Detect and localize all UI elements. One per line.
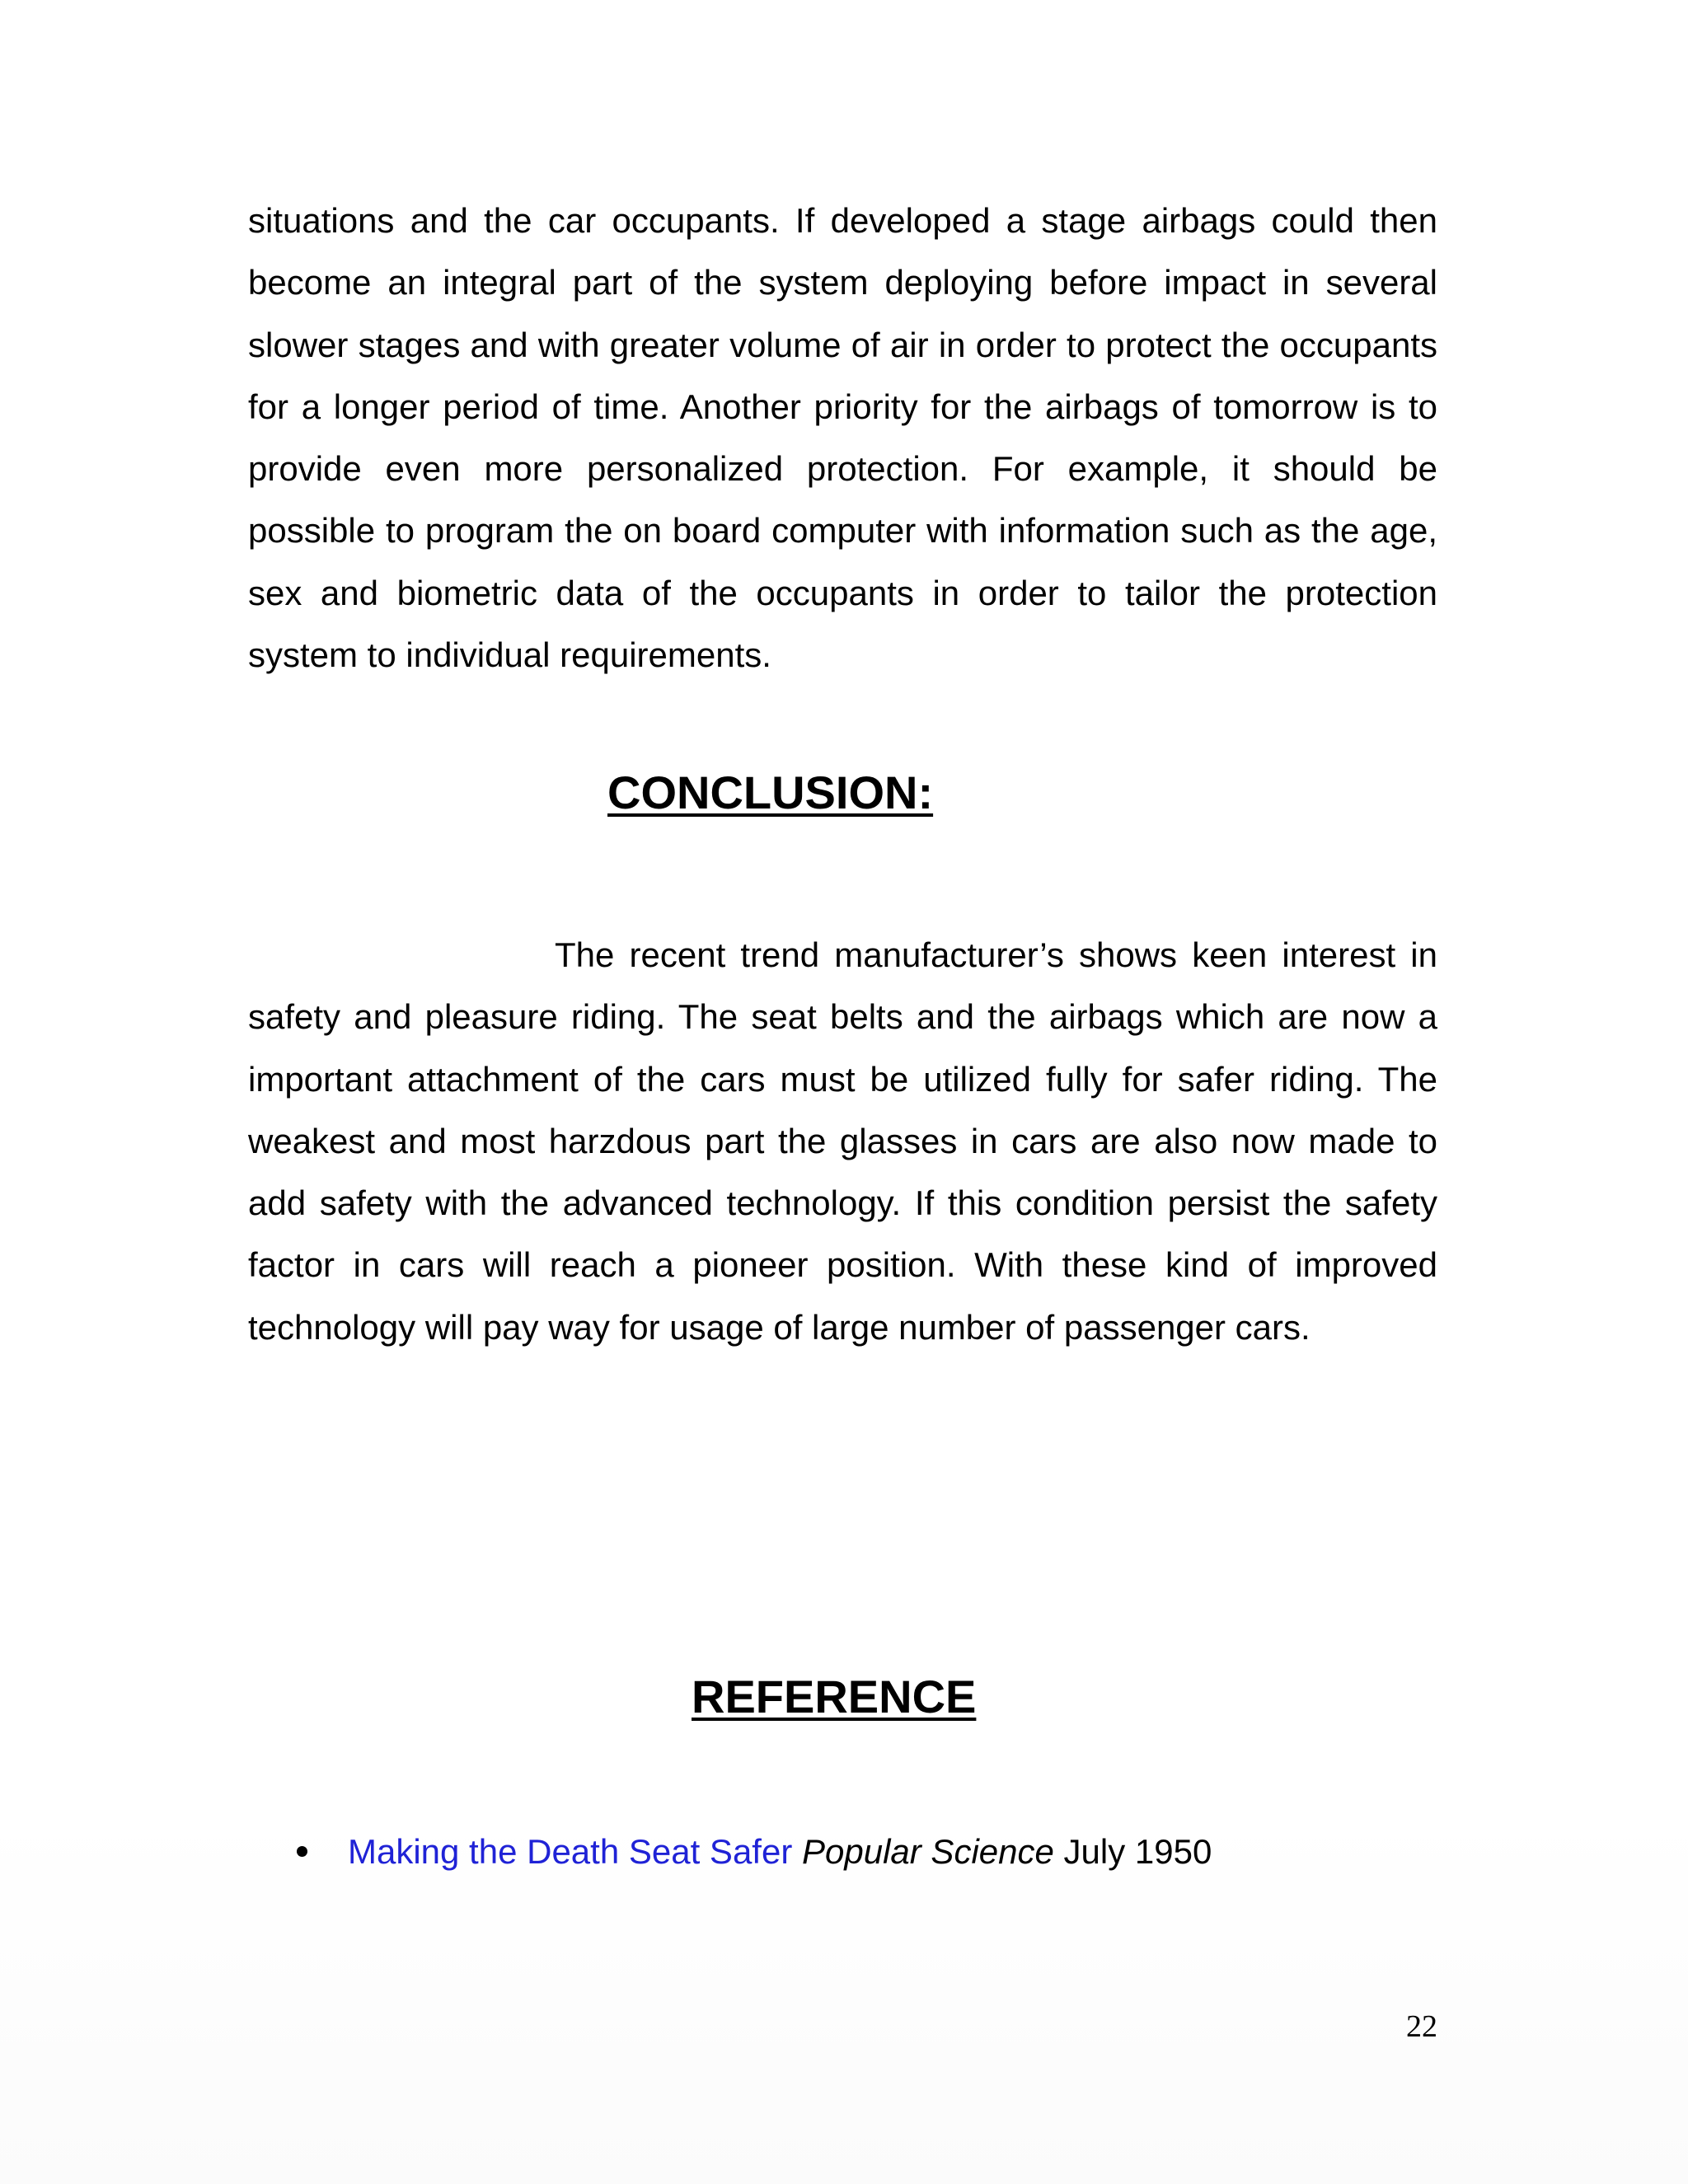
reference-list bbox=[297, 1830, 1212, 1874]
page-number: 22 bbox=[1406, 2009, 1437, 2044]
reference-publication: Popular Science bbox=[802, 1832, 1054, 1871]
reference-link[interactable]: Making the Death Seat Safer bbox=[348, 1832, 793, 1871]
conclusion-heading: CONCLUSION: bbox=[607, 766, 934, 818]
reference-item bbox=[297, 1830, 1212, 1874]
body-paragraph: situations and the car occupants. If developed a stage airbags could then become an integral part of the system deploying before impact in several slower stages and with greater volume of air in order to protect the occupants for a longer period of time. Another priority for the airbags of tomorrow is to provide even more personalized protection. For example, it should be possible to program the on board computer with information such as the age, sex and biometric data of the occupants in order to tailor the protection system to individual requirements. bbox=[248, 201, 1437, 675]
bullet-icon bbox=[297, 1846, 307, 1857]
reference-date: July 1950 bbox=[1063, 1832, 1212, 1871]
reference-heading: REFERENCE bbox=[692, 1671, 977, 1722]
conclusion-paragraph: The recent trend manufacturer’s shows keen interest in safety and pleasure riding. The seat belts and the airbags which are now a important attachment of the cars must be utilized fully for safer riding. The weakest and most harzdous part the glasses in cars are also now made to add safety with the advanced technology. If this condition persist the safety factor in cars will reach a pioneer position. With these kind of improved technology will pay way for usage of large number of passenger cars. bbox=[248, 935, 1437, 1347]
